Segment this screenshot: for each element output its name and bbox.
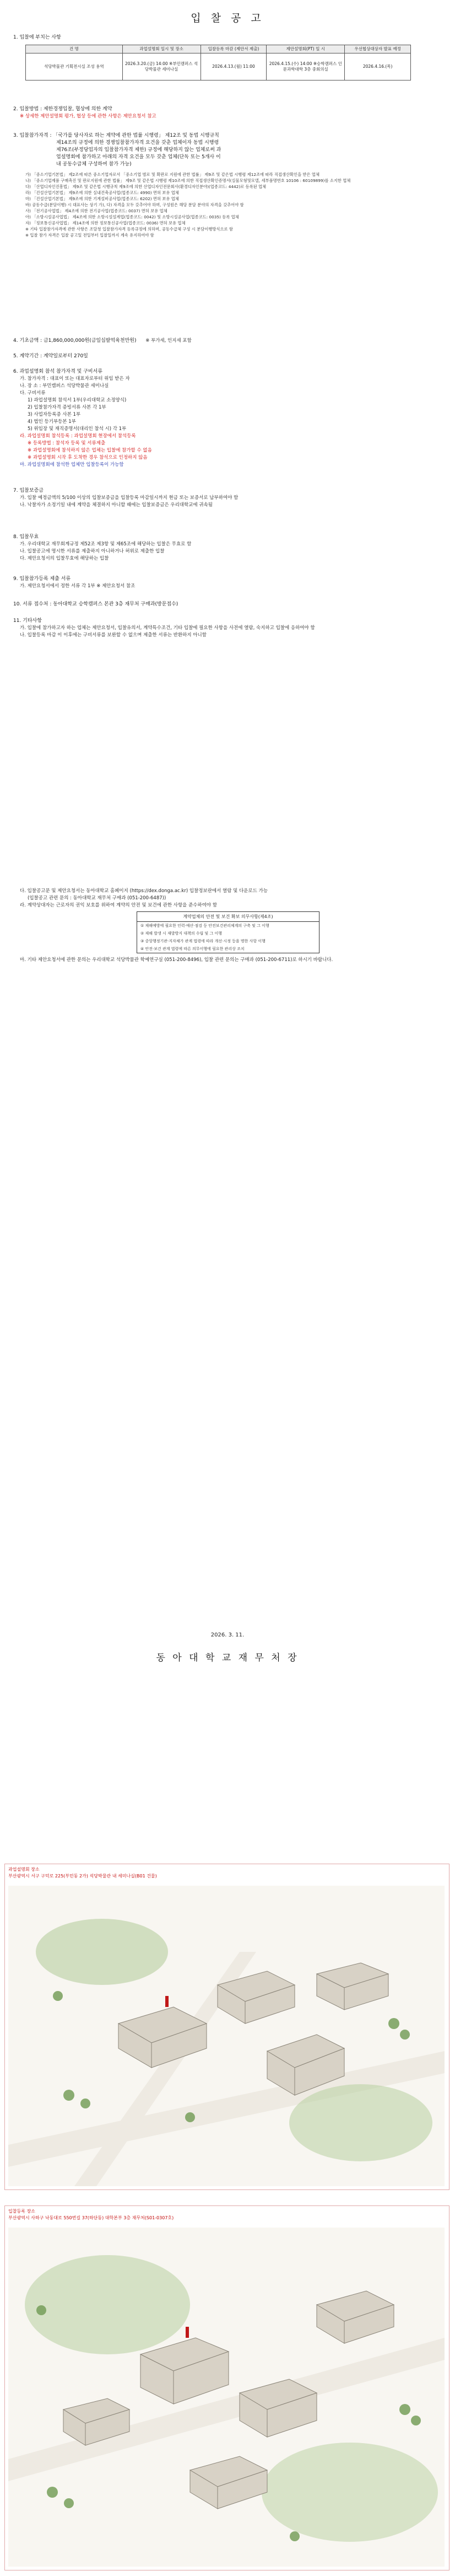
safety-box-line: ① 재해예방에 필요한 인력·예산·점검 등 안전보건관리체계의 구축 및 그 이행 [140, 924, 269, 928]
section-7-heading: 7. 입찰보증금 [13, 488, 44, 493]
table-cell: 2026.3.20.(금) 14:00 ※부민캠퍼스 석당박물관 세미나실 [122, 53, 201, 80]
section-11 [13, 618, 443, 639]
table-cell: 2026.4.13.(월) 11:00 [201, 53, 267, 80]
table-header-row [26, 45, 411, 53]
section-8-heading: 8. 입찰무효 [13, 534, 39, 540]
section-11-d: 라. 계약상대자는 근로자의 권익 보호를 위하여 계약의 안전 및 보건에 관한 사항을 준수하여야 함 [20, 903, 218, 908]
safety-box-line: ③ 중앙행정기관·지자체가 관계 법령에 따라 개선·시정 등을 명한 사항 이행 [140, 939, 266, 943]
qualification-item: 자) 「정보통신공사업법」 제14조에 의한 정보통신공사업(업종코드: 0036) 면허 보유 업체 [25, 221, 186, 226]
announcement-date: 2026. 3. 11. [210, 1632, 245, 1638]
document-item: 4) 법인 등기부등본 1부 [28, 419, 76, 425]
section-9 [13, 576, 443, 590]
section-2-note: ※ 상세한 제안설명회 평가, 협상 등에 관한 사항은 제안요청서 참고 [20, 114, 156, 119]
section-10-heading: 10. 서류 접수처 : 동아대학교 승학캠퍼스 본관 3층 재무처 구매과(방문접수) [13, 602, 178, 607]
safety-box [137, 911, 319, 953]
section-10 [13, 601, 443, 608]
section-8 [13, 534, 443, 562]
safety-box-line: ④ 안전·보건 관계 법령에 따른 의무이행에 필요한 관리상 조치 [140, 947, 245, 951]
document-item: 5) 위임장 및 재직증명서(대리인 참석 시) 각 1부 [28, 426, 127, 432]
table-header: 건 명 [26, 45, 123, 53]
safety-box-line: ② 재해 발생 시 재발방지 대책의 수립 및 그 이행 [140, 931, 223, 936]
section-8-c: 다. 제안요청서의 입찰무효에 해당하는 입찰 [20, 556, 109, 561]
section-6-c: 다. 구비서류 [20, 390, 46, 396]
section-5 [13, 353, 443, 360]
section-5-heading: 5. 계약기간 : 계약일로부터 270일 [13, 353, 88, 359]
section-9-a: 가. 제안요청서에서 정한 서류 각 1부 ※ 제안요청서 참조 [20, 583, 136, 589]
table-row [26, 53, 411, 80]
table-header: 과업설명회 일시 및 장소 [122, 45, 201, 53]
qualification-item: 가) 「중소기업기본법」 제2조에 따른 중소기업자로서 「중소기업 범로 및 확판로 지원에 관한 법률」 제9조 및 같은법 시행령 제12조에 따라 직접생산확인을 받은 업체 [25, 172, 320, 177]
venue-map-briefing [4, 1864, 449, 2190]
document-item: 1) 과업설명회 참석서 1부(우리대학교 소정양식) [28, 398, 127, 403]
section-11-b: 나. 입찰등록 마감 이 이후에는 구비서류를 보완할 수 없으며 제출한 서류는 반환하지 아니함 [20, 632, 207, 638]
section-4-note: ※ 부가세, 인지세 포함 [145, 338, 192, 344]
campus-map-illustration [8, 1886, 445, 2186]
qualification-item: 마) 「건설산업기본법」 제9조에 의한 기계설비공사업(업종코드: 6202) 면허 보유 업체 [25, 196, 179, 201]
section-8-a: 가. 우리대학교 재무회계규정 제52조 제3항 및 제65조에 해당하는 입찰은 무효로 함 [20, 541, 192, 547]
section-6-warning: 라. 과업설명회 참석등록 : 과업설명회 현장에서 참석등록 [20, 433, 136, 439]
qualification-item: 다) 「산업디자인진흥법」 제9조 및 같은법 시행규칙 제9조에 의한 산업디자인전문회사(환경디자인분야)(업종코드: 4442)로 등록된 업체 [25, 184, 267, 189]
table-cell: 2026.4.16.(목) [345, 53, 411, 80]
qualification-item: ※ 입찰 참가 자격은 입찰 공고일 전일부터 입찰일까지 계속 유지하여야 함 [25, 233, 154, 238]
section-11-heading: 11. 기타사항 [13, 618, 42, 624]
section-3-heading-line: 제14조의 규정에 의한 경쟁입찰참가자격 요건을 갖춘 업체이자 동법 시행령 [56, 140, 219, 146]
section-9-heading: 9. 입찰참가등록 제출 서류 [13, 576, 71, 582]
section-6-heading: 6. 과업설명회 참석 참가자격 및 구비서류 [13, 369, 102, 374]
venue-address: 부산광역시 사하구 낙동대로 550번길 37(하단동) 대학본부 3층 재무처(S01-0307호) [8, 2215, 174, 2220]
table-header: 제안설명회(PT) 일 시 [267, 45, 345, 53]
table-cell: 2026.4.15.(수) 14:00 ※승학캠퍼스 인문과학대학 3층 중회의실 [267, 53, 345, 80]
section-6 [13, 368, 443, 469]
section-6-warning: ※ 과업설명회에 참석하지 않은 업체는 입찰에 참가할 수 없음 [28, 448, 152, 453]
issuer-name: 동 아 대 학 교 재 무 처 장 [156, 1652, 299, 1663]
section-11-cont [13, 888, 443, 964]
section-6-b: 나. 장 소 : 부민캠퍼스 석당박물관 세미나실 [20, 383, 109, 389]
section-1-heading: 1. 입찰에 부치는 사항 [13, 35, 61, 40]
section-3 [13, 132, 443, 238]
qualification-item: 바) 공동수급(분담이행) 시 대표사는 상기 가), 다) 자격을 모두 갖추어야 하며, 구성원은 해당 분담 분야의 자격을 갖추어야 함 [25, 202, 244, 207]
section-6-final: 마. 과업설명회에 참석한 업체만 입찰등록이 가능함 [20, 462, 124, 468]
section-11-c: 다. 입찰공고문 및 제안요청서는 동아대학교 홈페이지 (https://dex.donga.ac.kr) 입찰정보란에서 열람 및 다운로드 가능 [20, 888, 268, 894]
page-title: 입 찰 공 고 [191, 12, 264, 24]
table-cell: 석당박물관 기획전시실 조성 용역 [26, 53, 123, 80]
qualification-item: 나) 「중소기업제품 구매촉진 및 판로지원에 관한 법률」 제9조 및 같은법 시행령 제10조에 의한 직접생산확인증명서(실물모형및모델, 세부품명번호 10106 : 60109899)를 소지한 업체 [25, 178, 351, 183]
table-header: 입찰등록 마감 (제안서 제출) [201, 45, 267, 53]
section-2-heading: 2. 입찰방법 : 제한경쟁입찰, 협상에 의한 계약 [13, 106, 112, 112]
section-4-heading: 4. 기초금액 : 금1,860,000,000원(금일십팔억육천만원) [13, 338, 137, 344]
document-item: 3) 사업자등록증 사본 1부 [28, 412, 81, 417]
section-6-warning: ※ 등록방법 : 참석자 등록 및 서류제출 [28, 441, 106, 446]
section-4 [13, 337, 443, 345]
section-3-heading-line: 내 공동수급체 구성하여 참가 가능) [56, 162, 132, 167]
section-8-b: 나. 입찰공고에 명시한 서류를 제출하지 아니하거나 허위로 제출한 입찰 [20, 549, 165, 554]
section-2 [13, 106, 443, 120]
campus-map-illustration [8, 2228, 445, 2567]
section-1 [13, 34, 443, 80]
section-3-heading-line: 업설명회에 참가하고 아래의 자격 요건을 모두 갖춘 업체(단독 또는 5개사 이 [56, 154, 221, 160]
section-11-c2: (입찰공고 관련 문의 : 동아대학교 재무처 구매과 (051-200-6487)) [28, 895, 166, 901]
document-item: 2) 입찰참가자격 증빙서류 사본 각 1부 [28, 405, 106, 410]
section-6-warning: ※ 과업설명회 시작 후 도착한 경우 참석으로 인정하지 않음 [28, 455, 148, 460]
safety-box-title: 계약업체의 안전 및 보건 확보 의무사항(제4조) [137, 912, 319, 922]
schedule-table [25, 45, 411, 80]
section-7-b: 나. 낙찰자가 소정기일 내에 계약을 체결하지 아니할 때에는 입찰보증금은 우리대학교에 귀속됨 [20, 502, 213, 508]
table-header: 우선협상대상자 발표 예정 [345, 45, 411, 53]
qualification-item: 아) 「소방시설공사업법」 제4조에 의한 소방시설설계업(업종코드: 0042) 및 소방시설공사업(업종코드: 0035) 등록 업체 [25, 214, 239, 219]
venue-address: 부산광역시 서구 구덕로 225(부민동 2가) 석당박물관 내 세미나실(B01 건물) [8, 1874, 157, 1879]
venue-map-registration [4, 2205, 449, 2570]
section-11-a: 가. 입찰에 참가하고자 하는 업체는 제안요청서, 입찰유의서, 계약특수조건, 기타 입찰에 필요한 사항을 사전에 열람, 숙지하고 입찰에 응하여야 함 [20, 625, 315, 631]
qualification-item: 라) 「건설산업기본법」 제9조에 의한 실내건축공사업(업종코드: 4990) 면허 보유 업체 [25, 190, 179, 195]
section-3-heading-line: 제76조(부정당업자의 입찰참가자격 제한) 규정에 해당하지 않는 업체로써 과 [56, 147, 221, 153]
section-11-e: 마. 기타 제안요청서에 관한 문의는 우리대학교 석당박물관 학예연구실 (051-200-8496), 입찰 관련 문의는 구매과 (051-200-6711)로 하시기 바랍니다. [20, 957, 333, 963]
qualification-item: ※ 기타 입찰참가자격에 관한 사항은 조달청 입찰참가자격 등록규정에 의하며, 공동수급체 구성 시 분담이행방식으로 함 [25, 227, 233, 232]
venue-label: 과업설명회 장소 [8, 1867, 40, 1872]
section-7-a: 가. 입찰 예정금액의 5/100 이상의 입찰보증금을 입찰등록 마감일시까지 현금 또는 보증서로 납부하여야 함 [20, 495, 239, 501]
venue-label: 입찰등록 장소 [8, 2209, 35, 2214]
section-3-heading: 3. 입찰참가자격 : 「국가를 당사자로 하는 계약에 관한 법률 시행령」 제12조 및 동법 시행규칙 [13, 133, 219, 138]
section-7 [13, 487, 443, 509]
qualification-item: 사) 「전기공사업법」 제4조에 의한 전기공사업(업종코드: 0037) 면허 보유 업체 [25, 208, 167, 213]
section-6-a: 가. 참가자격 : 대표이 또는 대표자로부터 위임 받은 자 [20, 376, 130, 382]
